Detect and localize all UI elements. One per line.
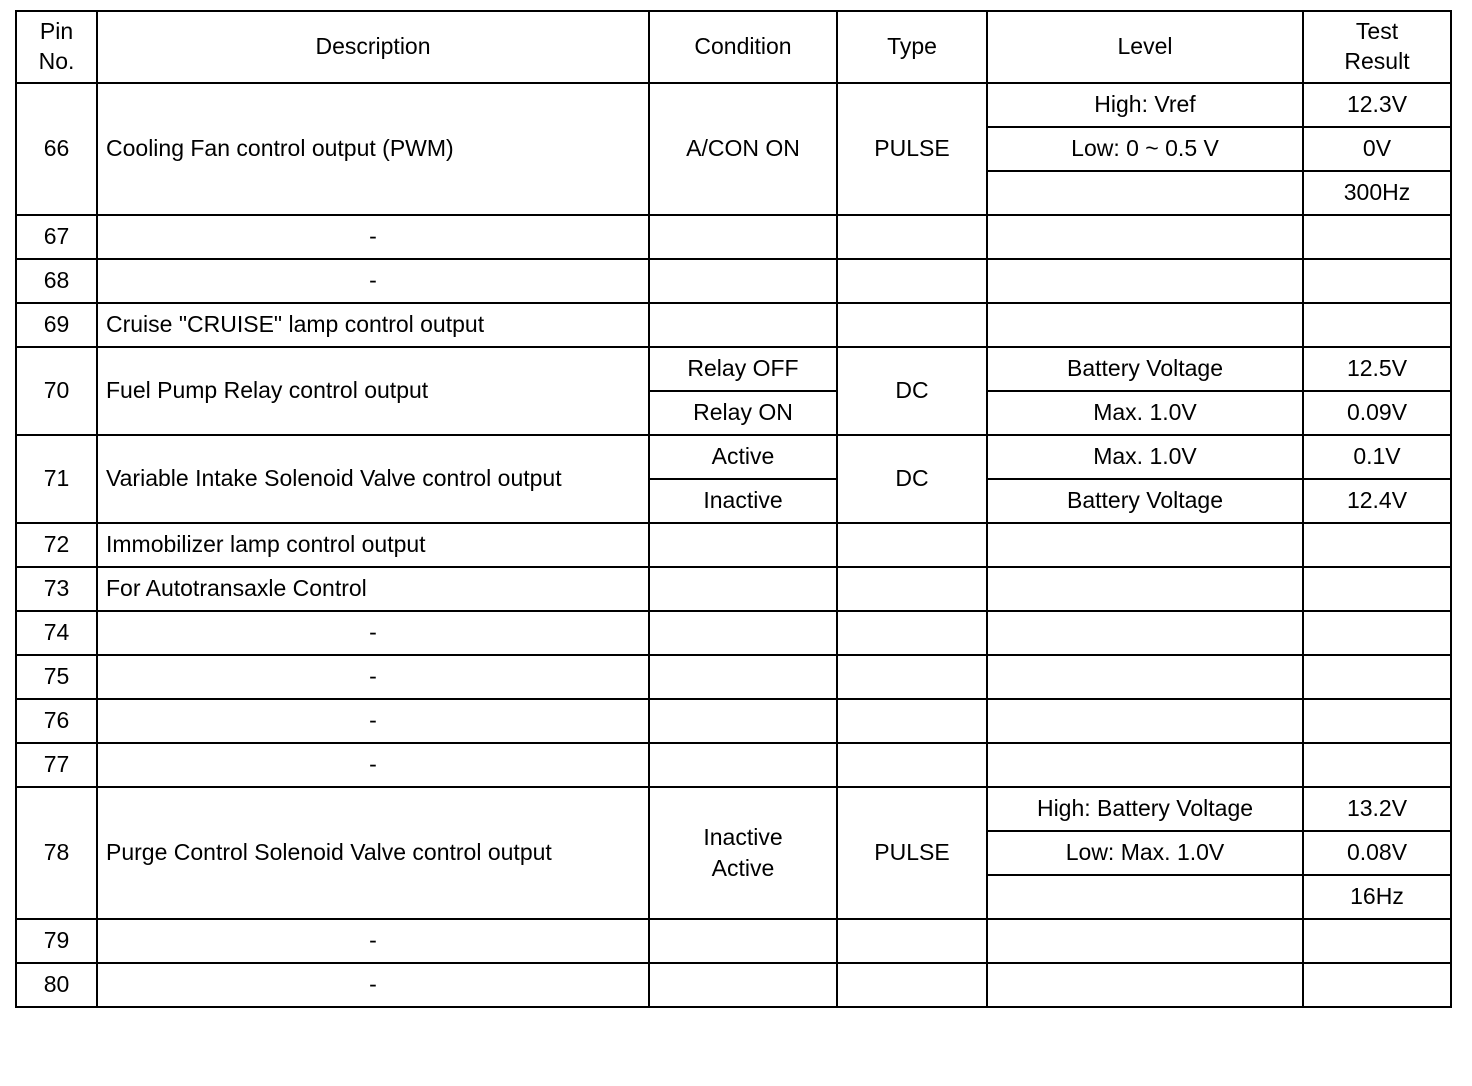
type-cell <box>837 567 987 611</box>
result-cell <box>1303 303 1451 347</box>
condition-cell <box>649 743 837 787</box>
condition-cell <box>649 523 837 567</box>
level-cell <box>987 215 1303 259</box>
pin-cell: 72 <box>16 523 97 567</box>
level-cell: Low: Max. 1.0V <box>987 831 1303 875</box>
condition-cell <box>649 919 837 963</box>
result-cell <box>1303 699 1451 743</box>
type-cell <box>837 611 987 655</box>
description-cell: - <box>97 963 649 1007</box>
pin-cell: 66 <box>16 83 97 215</box>
table-row <box>16 611 1451 655</box>
condition-cell: A/CON ON <box>649 83 837 215</box>
description-cell: - <box>97 743 649 787</box>
result-cell <box>1303 919 1451 963</box>
pin-cell: 77 <box>16 743 97 787</box>
table-row <box>16 215 1451 259</box>
result-cell <box>1303 743 1451 787</box>
result-cell <box>1303 611 1451 655</box>
description-cell: Immobilizer lamp control output <box>97 523 649 567</box>
pin-cell: 70 <box>16 347 97 435</box>
type-cell <box>837 699 987 743</box>
result-cell: 12.4V <box>1303 479 1451 523</box>
pin-cell: 75 <box>16 655 97 699</box>
level-cell: Battery Voltage <box>987 479 1303 523</box>
level-cell <box>987 875 1303 919</box>
description-cell: Cooling Fan control output (PWM) <box>97 83 649 215</box>
table-row <box>16 919 1451 963</box>
condition-cell: Active <box>649 435 837 479</box>
table-row <box>16 435 1451 479</box>
type-cell: DC <box>837 435 987 523</box>
result-cell: 0.08V <box>1303 831 1451 875</box>
result-cell: 0.09V <box>1303 391 1451 435</box>
level-cell <box>987 655 1303 699</box>
result-cell <box>1303 655 1451 699</box>
result-cell: 0.1V <box>1303 435 1451 479</box>
header-row <box>16 11 1451 83</box>
pin-cell: 73 <box>16 567 97 611</box>
pin-cell: 71 <box>16 435 97 523</box>
condition-cell <box>649 259 837 303</box>
level-cell <box>987 259 1303 303</box>
condition-cell: Relay OFF <box>649 347 837 391</box>
table-row <box>16 743 1451 787</box>
type-cell: PULSE <box>837 83 987 215</box>
level-cell <box>987 303 1303 347</box>
pin-cell: 67 <box>16 215 97 259</box>
type-cell <box>837 655 987 699</box>
condition-cell: Relay ON <box>649 391 837 435</box>
type-cell <box>837 259 987 303</box>
table-row <box>16 655 1451 699</box>
level-cell <box>987 567 1303 611</box>
condition-cell <box>649 303 837 347</box>
level-cell <box>987 171 1303 215</box>
level-cell: Low: 0 ~ 0.5 V <box>987 127 1303 171</box>
result-cell <box>1303 215 1451 259</box>
pin-cell: 79 <box>16 919 97 963</box>
type-cell <box>837 963 987 1007</box>
type-cell: PULSE <box>837 787 987 919</box>
header-type: Type <box>837 11 987 83</box>
type-cell <box>837 523 987 567</box>
description-cell: - <box>97 919 649 963</box>
header-condition: Condition <box>649 11 837 83</box>
type-cell: DC <box>837 347 987 435</box>
description-cell: - <box>97 611 649 655</box>
description-cell: Cruise "CRUISE" lamp control output <box>97 303 649 347</box>
level-cell <box>987 919 1303 963</box>
condition-cell <box>649 215 837 259</box>
table-row <box>16 303 1451 347</box>
condition-cell <box>649 655 837 699</box>
pin-table <box>15 10 1452 1008</box>
description-cell: - <box>97 655 649 699</box>
level-cell: High: Battery Voltage <box>987 787 1303 831</box>
result-cell <box>1303 963 1451 1007</box>
condition-cell <box>649 567 837 611</box>
table-row <box>16 787 1451 831</box>
description-cell: Fuel Pump Relay control output <box>97 347 649 435</box>
result-cell: 13.2V <box>1303 787 1451 831</box>
level-cell <box>987 611 1303 655</box>
pin-cell: 74 <box>16 611 97 655</box>
result-cell: 12.5V <box>1303 347 1451 391</box>
result-cell <box>1303 259 1451 303</box>
table-row <box>16 523 1451 567</box>
type-cell <box>837 919 987 963</box>
result-cell <box>1303 567 1451 611</box>
level-cell <box>987 963 1303 1007</box>
level-cell <box>987 743 1303 787</box>
result-cell: 0V <box>1303 127 1451 171</box>
description-cell: For Autotransaxle Control <box>97 567 649 611</box>
table-row <box>16 83 1451 127</box>
type-cell <box>837 215 987 259</box>
table-row <box>16 259 1451 303</box>
header-level: Level <box>987 11 1303 83</box>
table-row <box>16 963 1451 1007</box>
table-row <box>16 347 1451 391</box>
condition-cell <box>649 611 837 655</box>
condition-cell <box>649 699 837 743</box>
header-description: Description <box>97 11 649 83</box>
description-cell: Variable Intake Solenoid Valve control output <box>97 435 649 523</box>
level-cell: Max. 1.0V <box>987 391 1303 435</box>
level-cell: Battery Voltage <box>987 347 1303 391</box>
description-cell: - <box>97 699 649 743</box>
level-cell <box>987 523 1303 567</box>
pin-cell: 69 <box>16 303 97 347</box>
pin-cell: 68 <box>16 259 97 303</box>
condition-cell: Inactive Active <box>649 787 837 919</box>
header-test-result: Test Result <box>1303 11 1451 83</box>
result-cell: 12.3V <box>1303 83 1451 127</box>
level-cell <box>987 699 1303 743</box>
condition-cell <box>649 963 837 1007</box>
description-cell: - <box>97 215 649 259</box>
type-cell <box>837 743 987 787</box>
result-cell <box>1303 523 1451 567</box>
type-cell <box>837 303 987 347</box>
result-cell: 300Hz <box>1303 171 1451 215</box>
table-row <box>16 567 1451 611</box>
table-row <box>16 699 1451 743</box>
description-cell: Purge Control Solenoid Valve control output <box>97 787 649 919</box>
header-pin: Pin No. <box>16 11 97 83</box>
pin-cell: 76 <box>16 699 97 743</box>
condition-cell: Inactive <box>649 479 837 523</box>
result-cell: 16Hz <box>1303 875 1451 919</box>
level-cell: Max. 1.0V <box>987 435 1303 479</box>
description-cell: - <box>97 259 649 303</box>
pin-cell: 78 <box>16 787 97 919</box>
level-cell: High: Vref <box>987 83 1303 127</box>
pin-cell: 80 <box>16 963 97 1007</box>
